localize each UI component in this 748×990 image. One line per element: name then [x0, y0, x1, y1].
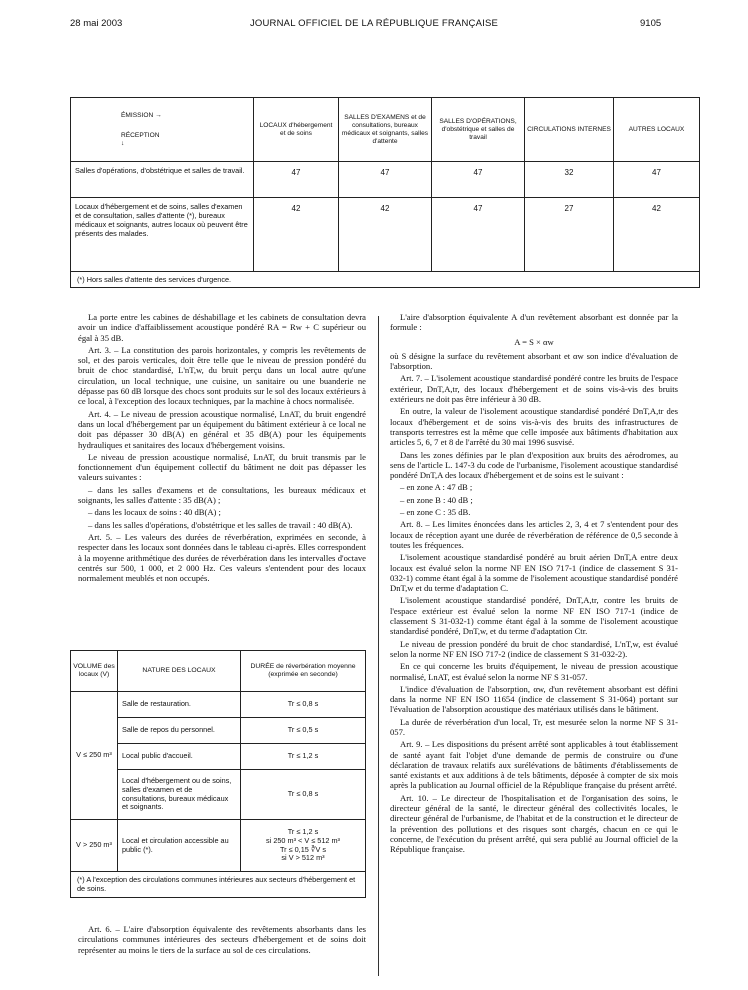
duree-line: si V > 512 m³	[281, 853, 325, 863]
table-note: (*) A l'exception des circulations communes intérieures aux secteurs d'hébergement et de soins.	[71, 872, 366, 898]
cell-value: 47	[432, 198, 525, 272]
row-label: Salles d'opérations, d'obstétrique et salles de travail.	[71, 162, 254, 198]
table-row	[71, 198, 700, 272]
table-note: (*) Hors salles d'attente des services d'urgence.	[71, 272, 700, 288]
list-item: – dans les salles d'opérations, d'obstétrique et les salles de travail : 40 dB(A).	[88, 519, 353, 530]
paragraph: En outre, la valeur de l'isolement acoustique standardisé pondéré DnT,A,tr des locaux d'hébergement et de soins vis-à-vis des bruits des infrastructures de transports terrestres est la même que celle imposée aux bâtiments d'habitation aux articles 5, 6, 7 et 8 de l'arrêté du 30 mai 1996 susvisé.	[390, 406, 678, 448]
paragraph: Dans les zones définies par le plan d'exposition aux bruits des aérodromes, au sens de l'article L. 147-3 du code de l'urbanisme, l'isolement acoustique standardisé pondéré DnT,A des locaux d'hébergement et de soins est le suivant :	[390, 449, 678, 481]
cell-value: 42	[339, 198, 432, 272]
table-row	[71, 820, 366, 872]
isolation-table	[70, 97, 700, 288]
duree-line: Tr ≤ 1,2 s	[287, 826, 319, 836]
list-item: – en zone A : 47 dB ;	[400, 482, 473, 493]
nature-cell: Local d'hébergement ou de soins, salles d'examen et de consultations, bureaux médicaux et soignants.	[118, 770, 241, 820]
table-row	[71, 692, 366, 718]
col-header-duree: DURÉE de réverbération moyenne (exprimée en seconde)	[241, 651, 366, 692]
duree-line: Tr ≤ 0,15 ∛V s	[279, 844, 327, 854]
header-page-number: 9105	[640, 18, 662, 29]
column-divider	[378, 316, 379, 976]
paragraph: En ce qui concerne les bruits d'équipement, le niveau de pression acoustique normalisé, LnAT, est évalué selon la norme NF S 31-057.	[390, 661, 678, 682]
col-header-volume: VOLUME des locaux (V)	[71, 651, 118, 692]
nature-cell: Local et circulation accessible au public (*).	[118, 820, 241, 872]
article-8: Art. 8. – Les limites énoncées dans les articles 2, 3, 4 et 7 s'entendent pour des locaux de réception ayant une durée de réverbération de référence de 0,5 seconde à toutes les fréquences.	[390, 519, 678, 550]
col-header-autres-locaux: AUTRES LOCAUX	[614, 98, 700, 162]
paragraph: où S désigne la surface du revêtement absorbant et αw son indice d'évaluation de l'absorption.	[390, 350, 678, 372]
col-header-salles-examens: SALLES D'EXAMENS et de consultations, bureaux médicaux et soignants, salles d'attente	[339, 98, 432, 162]
header-date: 28 mai 2003	[70, 18, 123, 29]
cell-value: 42	[614, 198, 700, 272]
col-header-salles-operations: SALLES D'OPÉRATIONS, d'obstétrique et salles de travail	[432, 98, 525, 162]
col-header-nature: NATURE DES LOCAUX	[118, 651, 241, 692]
cell-value: 47	[339, 162, 432, 198]
article-7: Art. 7. – L'isolement acoustique standardisé pondéré contre les bruits de l'espace extérieur, DnT,A,tr, des locaux d'hébergement et de soins vis-à-vis des bruits extérieurs ne doit pas être inférieur à 30 dB.	[390, 373, 678, 405]
formula: A = S × αw	[514, 336, 554, 347]
article-5: Art. 5. – Les valeurs des durées de réverbération, exprimées en seconde, à respecter dans les locaux sont données dans le tableau ci-après. Elles correspondent à la moyenne arithmétique des durées de réverbération dans les intervalles d'octave centrés sur 500, 1 000, et 2 000 Hz. Ces valeurs s'entendent pour des locaux normalement meublés et non occupés.	[78, 531, 366, 584]
list-item: – dans les salles d'examens et de consultations, les bureaux médicaux et soignants, les salles d'attente : 35 dB(A) ;	[78, 484, 366, 506]
paragraph: La porte entre les cabines de déshabillage et les cabinets de consultation devra avoir un indice d'affaiblissement acoustique pondéré RA = Rw + C supérieur ou égal à 35 dB.	[78, 312, 366, 343]
nature-cell: Salle de restauration.	[118, 692, 241, 718]
table-corner	[71, 98, 254, 162]
nature-cell: Local public d'accueil.	[118, 744, 241, 770]
row-label: Locaux d'hébergement et de soins, salles d'examen et de consultation, salles d'attente (*), bureaux médicaux et soignants, autres locaux où peuvent être présents des malades.	[71, 198, 254, 272]
cell-value: 27	[525, 198, 614, 272]
duree-cell: Tr ≤ 1,2 s	[241, 744, 366, 770]
volume-cell: V > 250 m³	[71, 820, 118, 872]
cell-value: 47	[254, 162, 339, 198]
header-journal-title: JOURNAL OFFICIEL DE LA RÉPUBLIQUE FRANÇAISE	[249, 18, 499, 29]
corner-reception: RÉCEPTION	[121, 131, 160, 139]
corner-emission: ÉMISSION →	[121, 111, 162, 119]
cell-value: 47	[614, 162, 700, 198]
duree-cell	[241, 820, 366, 872]
list-item: – en zone B : 40 dB ;	[400, 494, 473, 505]
table-row	[71, 162, 700, 198]
paragraph: Le niveau de pression acoustique normalisé, LnAT, du bruit transmis par le fonctionnement d'un équipement collectif du bâtiment ne doit pas dépasser les valeurs suivantes :	[78, 451, 366, 483]
right-column	[390, 312, 678, 857]
duree-cell: Tr ≤ 0,5 s	[241, 718, 366, 744]
list-item: – en zone C : 35 dB.	[400, 507, 471, 518]
duree-cell: Tr ≤ 0,8 s	[241, 692, 366, 718]
page-header	[0, 18, 748, 32]
isolation-table-header	[71, 98, 700, 162]
cell-value: 32	[525, 162, 614, 198]
reverberation-table	[70, 650, 366, 898]
nature-cell: Salle de repos du personnel.	[118, 718, 241, 744]
paragraph: L'isolement acoustique standardisé pondéré au bruit aérien DnT,A entre deux locaux est évalué selon la norme NF EN ISO 717-1 (indice de classement S 31-032-1) comme étant égal à la somme de l'isolement acoustique standardisé pondéré DnT,w et du terme d'adaptation C.	[390, 552, 678, 594]
article-3: Art. 3. – La constitution des parois horizontales, y compris les revêtements de sol, et des parois verticales, doit être telle que le niveau de pression pondéré du bruit de choc standardisé, L'nT,w, du bruit perçu dans un local autre qu'une circulation, un local technique, une cuisine, un sanitaire ou une buanderie ne dépasse pas 60 dB lorsque des chocs sont produits sur le sol des locaux extérieurs à ce local, à l'exception des locaux techniques, par la machine à chocs normalisée.	[78, 344, 366, 407]
table-note-row	[71, 272, 700, 288]
paragraph: L'indice d'évaluation de l'absorption, αw, d'un revêtement absorbant est défini dans la norme NF EN ISO 11654 (indice de classement S 31-064) portant sur l'évaluation de l'absorption acoustique des matériaux utilisés dans le bâtiment.	[390, 683, 678, 715]
article-4: Art. 4. – Le niveau de pression acoustique normalisé, LnAT, du bruit engendré dans un local d'hébergement par un équipement du bâtiment extérieur à ce local ne doit pas dépasser 30 dB(A) en général et 35 dB(A) pour les équipements hydrauliques et sanitaires des locaux d'hébergement voisins.	[78, 408, 366, 450]
col-header-circulations: CIRCULATIONS INTERNES	[525, 98, 614, 162]
left-column-bottom	[78, 924, 366, 957]
duree-line: si 250 m³ < V ≤ 512 m³	[266, 835, 340, 845]
paragraph: Le niveau de pression pondéré du bruit de choc standardisé, L'nT,w, est évalué selon la norme NF EN ISO 717-2 (indice de classement S 31-032-2).	[390, 638, 678, 659]
duree-cell: Tr ≤ 0,8 s	[241, 770, 366, 820]
article-10: Art. 10. – Le directeur de l'hospitalisation et de l'organisation des soins, le directeur général de la santé, le directeur général des collectivités locales, le directeur général de l'urbanisme, de l'habitat et de la construction et le directeur de la prévention des pollutions et des risques sont chargés, chacun en ce qui le concerne, de l'exécution du présent arrêté, qui sera publié au Journal officiel de la République française.	[390, 792, 678, 855]
paragraph: La durée de réverbération d'un local, Tr, est mesurée selon la norme NF S 31-057.	[390, 716, 678, 737]
left-column	[78, 312, 366, 585]
table-note-row	[71, 872, 366, 898]
reverberation-table-header	[71, 651, 366, 692]
paragraph: L'aire d'absorption équivalente A d'un revêtement absorbant est donnée par la formule :	[390, 312, 678, 333]
col-header-locaux: LOCAUX d'hébergement et de soins	[254, 98, 339, 162]
volume-cell: V ≤ 250 m³	[71, 692, 118, 820]
cell-value: 47	[432, 162, 525, 198]
corner-arrow: ↓	[121, 139, 125, 147]
list-item: – dans les locaux de soins : 40 dB(A) ;	[88, 507, 221, 518]
article-9: Art. 9. – Les dispositions du présent arrêté sont applicables à tout établissement de santé ayant fait l'objet d'une demande de permis de construire ou d'une déclaration de travaux relatifs aux surélévations de bâtiments d'établissements de santé existants et aux additions à de tels bâtiments, déposée à compter de six mois après la publication au Journal officiel de la République française du présent arrêté.	[390, 739, 678, 791]
paragraph: L'isolement acoustique standardisé pondéré, DnT,A,tr, contre les bruits de l'espace extérieur est évalué selon la norme NF EN ISO 717-1 (indice de classement S 31-032-1) comme étant égal à la somme de l'isolement acoustique standardisé pondéré, DnT,w, et du terme d'adaptation Ctr.	[390, 595, 678, 637]
cell-value: 42	[254, 198, 339, 272]
article-6: Art. 6. – L'aire d'absorption équivalente des revêtements absorbants dans les circulations communes intérieures des secteurs d'hébergement et de soins doit représenter au moins le tiers de la surface au sol de ces circulations.	[78, 924, 366, 955]
